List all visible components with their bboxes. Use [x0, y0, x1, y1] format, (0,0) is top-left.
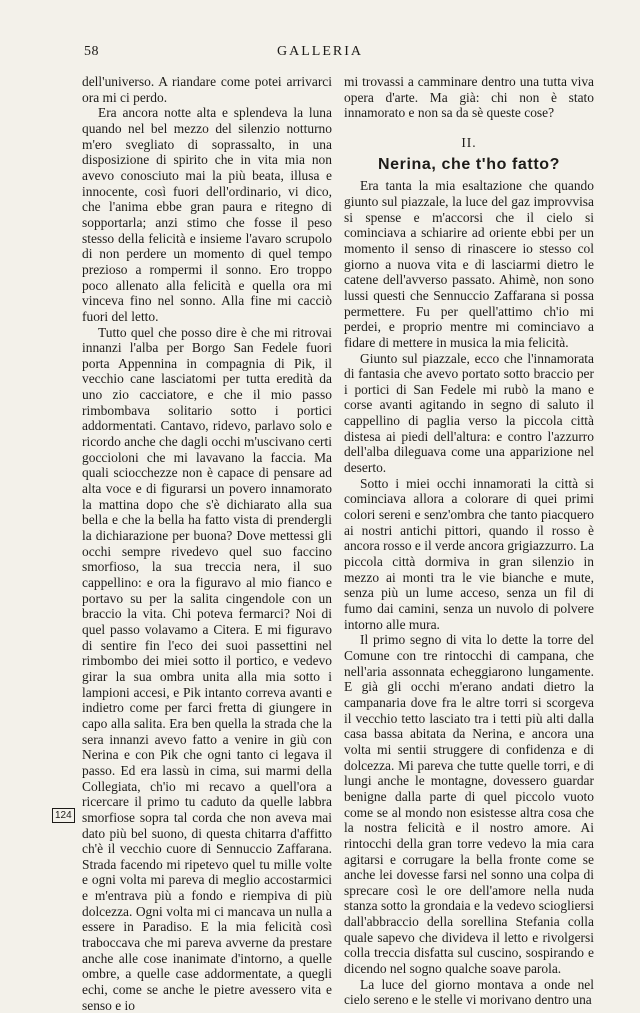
right-column — [344, 74, 594, 1008]
paragraph: Tutto quel che posso dire è che mi ritrovai innanzi l'alba per Borgo San Fedele fuori porta Appennina in compagnia di Pik, il vecchio cane lasciatomi per tutta eredità da uno zio cacciatore, e che il mio passo rimbombava solitario sotto i portici addormentati. Cantavo, ridevo, parlavo solo e ricordo anche che dagli occhi m'uscivano certi goccioloni che mi lavavano la faccia. Ma quali sciocchezze non è capace di pensare ad alta voce e di figurarsi un povero innamorato la mattina dopo che s'è dichiarato alla sua bella e che la bella ha fatto vista di prendergli la dichiarazione per buona? Dove mettessi gli occhi sempre rivedevo quel suo faccino smorfioso, la sua treccia nera, il suo cappellino: e ora la figuravo al mio fianco e portavo su per la salita cingendole con un braccio la vita. Chi poteva fermarci? Noi di quel passo volavamo a Citera. E mi figuravo di sentire fin l'eco dei suoi passettini nel rimbombo dei miei sotto il portico, e vedevo girar la sua ombra unita alla mia sotto i lampioni accesi, e Pik intanto correva avanti e indietro come per farci fretta di giungere in capo alla salita. Era ben quella la strada che la sera innanzi avevo fatto a venire in giù con Nerina e con Pik che ogni tanto ci legava il passo. Ed era lassù in cima, sui marmi della Collegiata, ch'io mi recavo a quell'ora a ricercare il primo tu caduto da quelle labbra smorfiose sopra tal corda che non aveva mai dato più bel suono, di questa chitarra d'affitto ch'è il vecchio cuore di Sennuccio Zaffarana. Strada facendo mi ripetevo quel tu mille volte e ogni volta mi pareva di meglio accostarmici e m'entrava più a fondo e riempiva di più dolcezza. Ogni volta mi ci mancava un nulla a essere in Paradiso. E la mia felicità così traboccava che mi pareva avverne da prestare anche alle cose inanimate d'intorno, a quelle ombre, a quelle case addormentate, a quegli echi, come se anche le pietre avessero vita e senso e io — [82, 325, 332, 1013]
paragraph: Era tanta la mia esaltazione che quando giunto sul piazzale, la luce del gaz improvvisa si spense e m'accorsi che il cielo si cominciava a schiarire ad oriente ebbi per un momento il senso di rinascere io stesso col giorno a nuova vita e di lasciarmi dietro le catene dell'avverso passato. Ahimè, non sono lussi questi che Sennuccio Zaffarana si possa permettere. Fu per quell'attimo ch'io mi perdei, e proprio mentre mi cominciavo a fidare di mettere in musica la mia felicità. — [344, 178, 594, 350]
left-column — [82, 74, 332, 1013]
page-number: 58 — [84, 44, 99, 60]
margin-stamp: 124 — [52, 808, 75, 823]
paragraph: dell'universo. A riandare come potei arrivarci ora mi ci perdo. — [82, 74, 332, 105]
paragraph: Il primo segno di vita lo dette la torre del Comune con tre rintocchi di campana, che nell'aria assonnata echeggiarono lungamente. E già gli occhi m'erano andati dietro la campanaria dove fra le altre torri si scorgeva il vecchio tetto lasciato tra i tetti più alti dalla casa bassa abitata da Nerina, e ancora una volta mi sentii struggere di confidenza e di dolcezza. Mi pareva che tutte quelle torri, e di lungi anche le montagne, dovessero guardar benigne dalla parte di quel piccolo vuoto come se al mondo non esistesse altra cosa che la nostra felicità e il nostro amore. Ai rintocchi della gran torre vedevo la mia cara agitarsi e corrugare la bella fronte come se anche lei dovesse farsi nel sonno una colpa di sprecare così le ore dell'amore nella nuda stanza sotto la grondaia e la vedevo sciogliersi dall'abbraccio della sorellina Stefania colla quale sapevo che divideva il letto e rivolgersi colla treccia disfatta sul cuscino, sospirando e dicendo nel sogno qualche soave parola. — [344, 632, 594, 976]
page-header — [0, 44, 640, 64]
section-title: Nerina, che t'ho fatto? — [344, 157, 594, 173]
paragraph: Era ancora notte alta e splendeva la luna quando nel bel mezzo del silenzio notturno m'ero svegliato di soprassalto, in una disposizione di spirito che in vita mia non avevo conosciuto mai la più beata, illusa e innocente, così fuori dell'ordinario, vi dico, che l'anima ebbe gran paura e ritegno di sopportarla; anzi stimo che fosse il peso stesso della felicità e insieme l'avaro scrupolo di non perdere un momento di quel tempo prezioso a rompermi il sonno. Ero troppo poco allenato alla felicità e quella ora mi vinceva fino nel sonno. Alla fine mi cacciò fuori del letto. — [82, 105, 332, 324]
paragraph: mi trovassi a camminare dentro una tutta viva opera d'arte. Ma già: chi non è stato innamorato e non sa da sè queste cose? — [344, 74, 594, 121]
running-head: GALLERIA — [0, 44, 640, 60]
paragraph: La luce del giorno montava a onde nel cielo sereno e le stelle vi morivano dentro una — [344, 977, 594, 1008]
paragraph: Giunto sul piazzale, ecco che l'innamorata di fantasia che avevo portato sotto braccio per i portici di San Fedele mi rubò la mano e corse avanti agitando in segno di saluto il cappellino di paglia verso la piccola città distesa ai piedi dell'altura: e contro l'azzurro dell'alba dileguava come una apparizione nel deserto. — [344, 351, 594, 476]
paragraph: Sotto i miei occhi innamorati la città si cominciava allora a colorare di quei primi colori sereni e senz'ombra che tanto piacquero ai nostri antichi pittori, quando il rosso è ancora rosso e il verde ancora grigiazzurro. La piccola città dormiva in gran silenzio in mezzo ai monti tra le vie bianche e mute, senza più un lume acceso, senza un fil di fumo dai camini, senza un nuvolo di polvere intorno alle mura. — [344, 476, 594, 633]
section-number: II. — [344, 135, 594, 151]
